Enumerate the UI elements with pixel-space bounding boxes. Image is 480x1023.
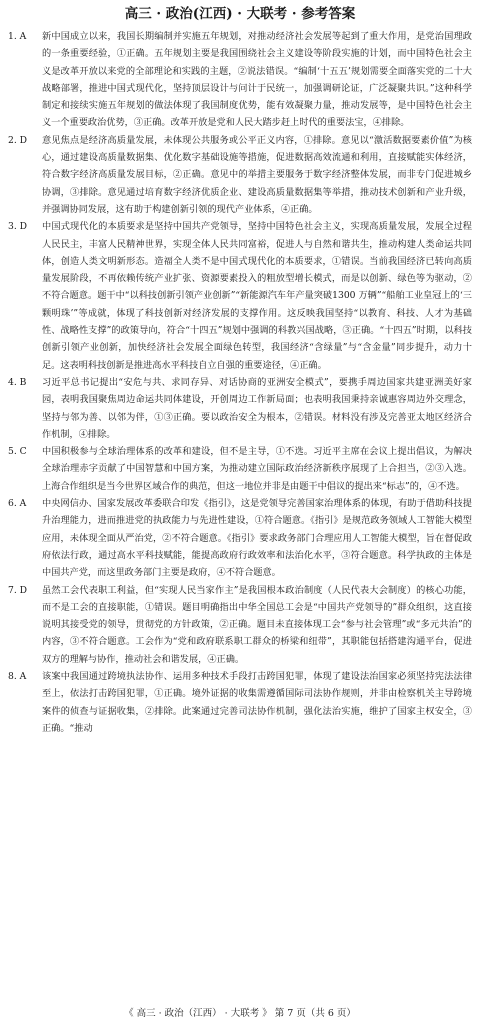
answer-explanation: 中国积极参与全球治理体系的改革和建设，但不是主导，①不选。习近平主席在会议上提出倡议，为解决全球治理赤字贡献了中国智慧和中国方案，为推动建立国际政治经济新秩序展现了上合担当，②③入选。上海合作组织是当今世界区域合作的典范，但这一地位并非是由题干中倡议的提出来“标志”的，④不选。 [42,446,472,492]
answer-item-4 [8,374,472,443]
answer-number: 6. A [8,498,27,510]
answer-explanation: 意见焦点是经济高质量发展，未体现公共服务或公平正义内容，①排除。意见以“激活数据要素价值”为核心，通过建设高质量数据集、优化数字基础设施等措施，促进数据高效流通和利用，直接赋能实体经济，符合数字经济高质量发展目标，②正确。意见中的举措主要服务于数字经济整体发展，而非专门促进城乡协调，③排除。意见通过培育数字经济优质企业、建设高质量数据集等举措，推动技术创新和产业升级，并强调协同发展，这有助于构建创新引领的现代产业体系，④正确。 [42,134,472,215]
answer-number: 2. D [8,134,28,146]
answer-explanation: 新中国成立以来，我国长期编制并实施五年规划，对推动经济社会发展等起到了重大作用，是党治国理政的一条重要经验，①正确。五年规划主要是我国围绕社会主义建设等阶段实施的计划，而中国特色社会主义是改革开放以来党的全部理论和实践的主题，②说法错误。“编制‘十五五’规划需要全面落实党的二十大战略部署，推进中国式现代化，坚持顶层设计与问计于民统一，加强调研论证，广泛凝聚共识。”这种科学制定和接续实施五年规划的做法体现了我国制度优势，能有效凝聚力量，推动发展等，是中国特色社会主义一个重要政治优势，③正确。改革开放是党和人民大踏步赶上时代的重要法宝，④排除。 [42,31,472,129]
answer-item-1 [8,28,472,132]
answer-explanation: 习近平总书记提出“安危与共、求同存异、对话协商的亚洲安全模式”，要携手周边国家共建亚洲美好家园，表明我国聚焦周边命运共同体建设，开创周边工作新局面；也表明我国秉持亲诚惠容周边外交理念，坚持与邻为善、以邻为伴，①③正确。要以政治安全为根本，②错误。材料没有涉及完善亚太地区经济合作机制，④排除。 [42,376,472,440]
answer-item-5 [8,443,472,495]
answer-number: 8. A [8,670,27,682]
page-footer: 《 高三 · 政治（江西） · 大联考 》 第 7 页（共 6 页） [124,1008,356,1019]
answer-number: 1. A [8,31,27,42]
answer-item-8 [8,668,472,737]
answer-explanation: 中国式现代化的本质要求是坚持中国共产党领导，坚持中国特色社会主义，实现高质量发展，发展全过程人民民主，丰富人民精神世界，实现全体人民共同富裕，促进人与自然和谐共生，推动构建人类命运共同体，创造人类文明新形态。造福全人类不是中国式现代化的本质要求，①错误。当前我国经济已转向高质量发展阶段，不再依赖传统产业扩张、资源要素投入的粗放型增长模式，而是以创新、绿色等为驱动，②不符合题意。题干中“以科技创新引领产业创新”“新能源汽车年产量突破1300 万辆”“船舶工业皇冠上的‘三颗明珠’”等成就，体现了科技创新对经济发展的支撑作用。这反映我国坚持“以教育、科技、人才为基础性、战略性支撑”的政策导向，符合“十四五”规划中强调的科教兴国战略，③正确。“十四五”时期，以科技创新引领产业创新，加快经济社会发展全面绿色转型，我国经济“含绿量”与“含金量”同步提升，动力十足。这表明科技创新是推进高水平科技自立自强的重要途径，④正确。 [42,221,472,371]
answer-item-7 [8,582,472,668]
answer-explanation: 该案中我国通过跨境执法协作、运用多种技术手段打击跨国犯罪，体现了建设法治国家必须坚持宪法法律至上，依法打击跨国犯罪，①正确。境外证据的收集需遵循国际司法协作规则，并非由检察机关主导跨境案件的侦查与证据收集，②排除。此案通过完善司法协作机制，强化法治实施，维护了国家主权安全，③正确。“推动 [42,670,472,734]
answer-item-3 [8,218,472,374]
answer-item-2 [8,132,472,218]
answer-number: 5. C [8,446,27,458]
answer-explanation: 中央网信办、国家发展改革委联合印发《指引》，这是党领导完善国家治理体系的体现，有助于借助科技提升治理能力，进而推进党的执政能力与先进性建设，①符合题意。《指引》是规范政务领域人工智能大模型应用，未体现全面从严治党，②不符合题意。《指引》要求政务部门合理应用人工智能大模型，旨在督促政府依法行政，通过高水平科技赋能，能提高政府行政效率和法治化水平，③符合题意。科学执政的主体是中国共产党，而这里政务部门主要是政府，④不符合题意。 [42,498,472,579]
answer-explanation: 虽然工会代表职工利益，但“实现人民当家作主”是我国根本政治制度（人民代表大会制度）的核心功能，而不是工会的直接职能，①错误。题目明确指出中华全国总工会是“中国共产党领导的”群众组织，这直接说明其接受党的领导，贯彻党的方针政策，②正确。题目未直接体现工会“参与社会管理”或“多元共治”的内容，③不符合题意。工会作为“党和政府联系职工群众的桥梁和纽带”，其职能包括搭建沟通平台，促进双方的理解与协作，推动社会和谐发展，④正确。 [42,584,472,665]
answer-number: 7. D [8,584,28,596]
page-title: 高三 · 政治(江西) · 大联考 · 参考答案 [124,6,356,22]
answer-number: 4. B [8,376,27,388]
answer-item-6 [8,495,472,581]
answer-number: 3. D [8,221,28,233]
